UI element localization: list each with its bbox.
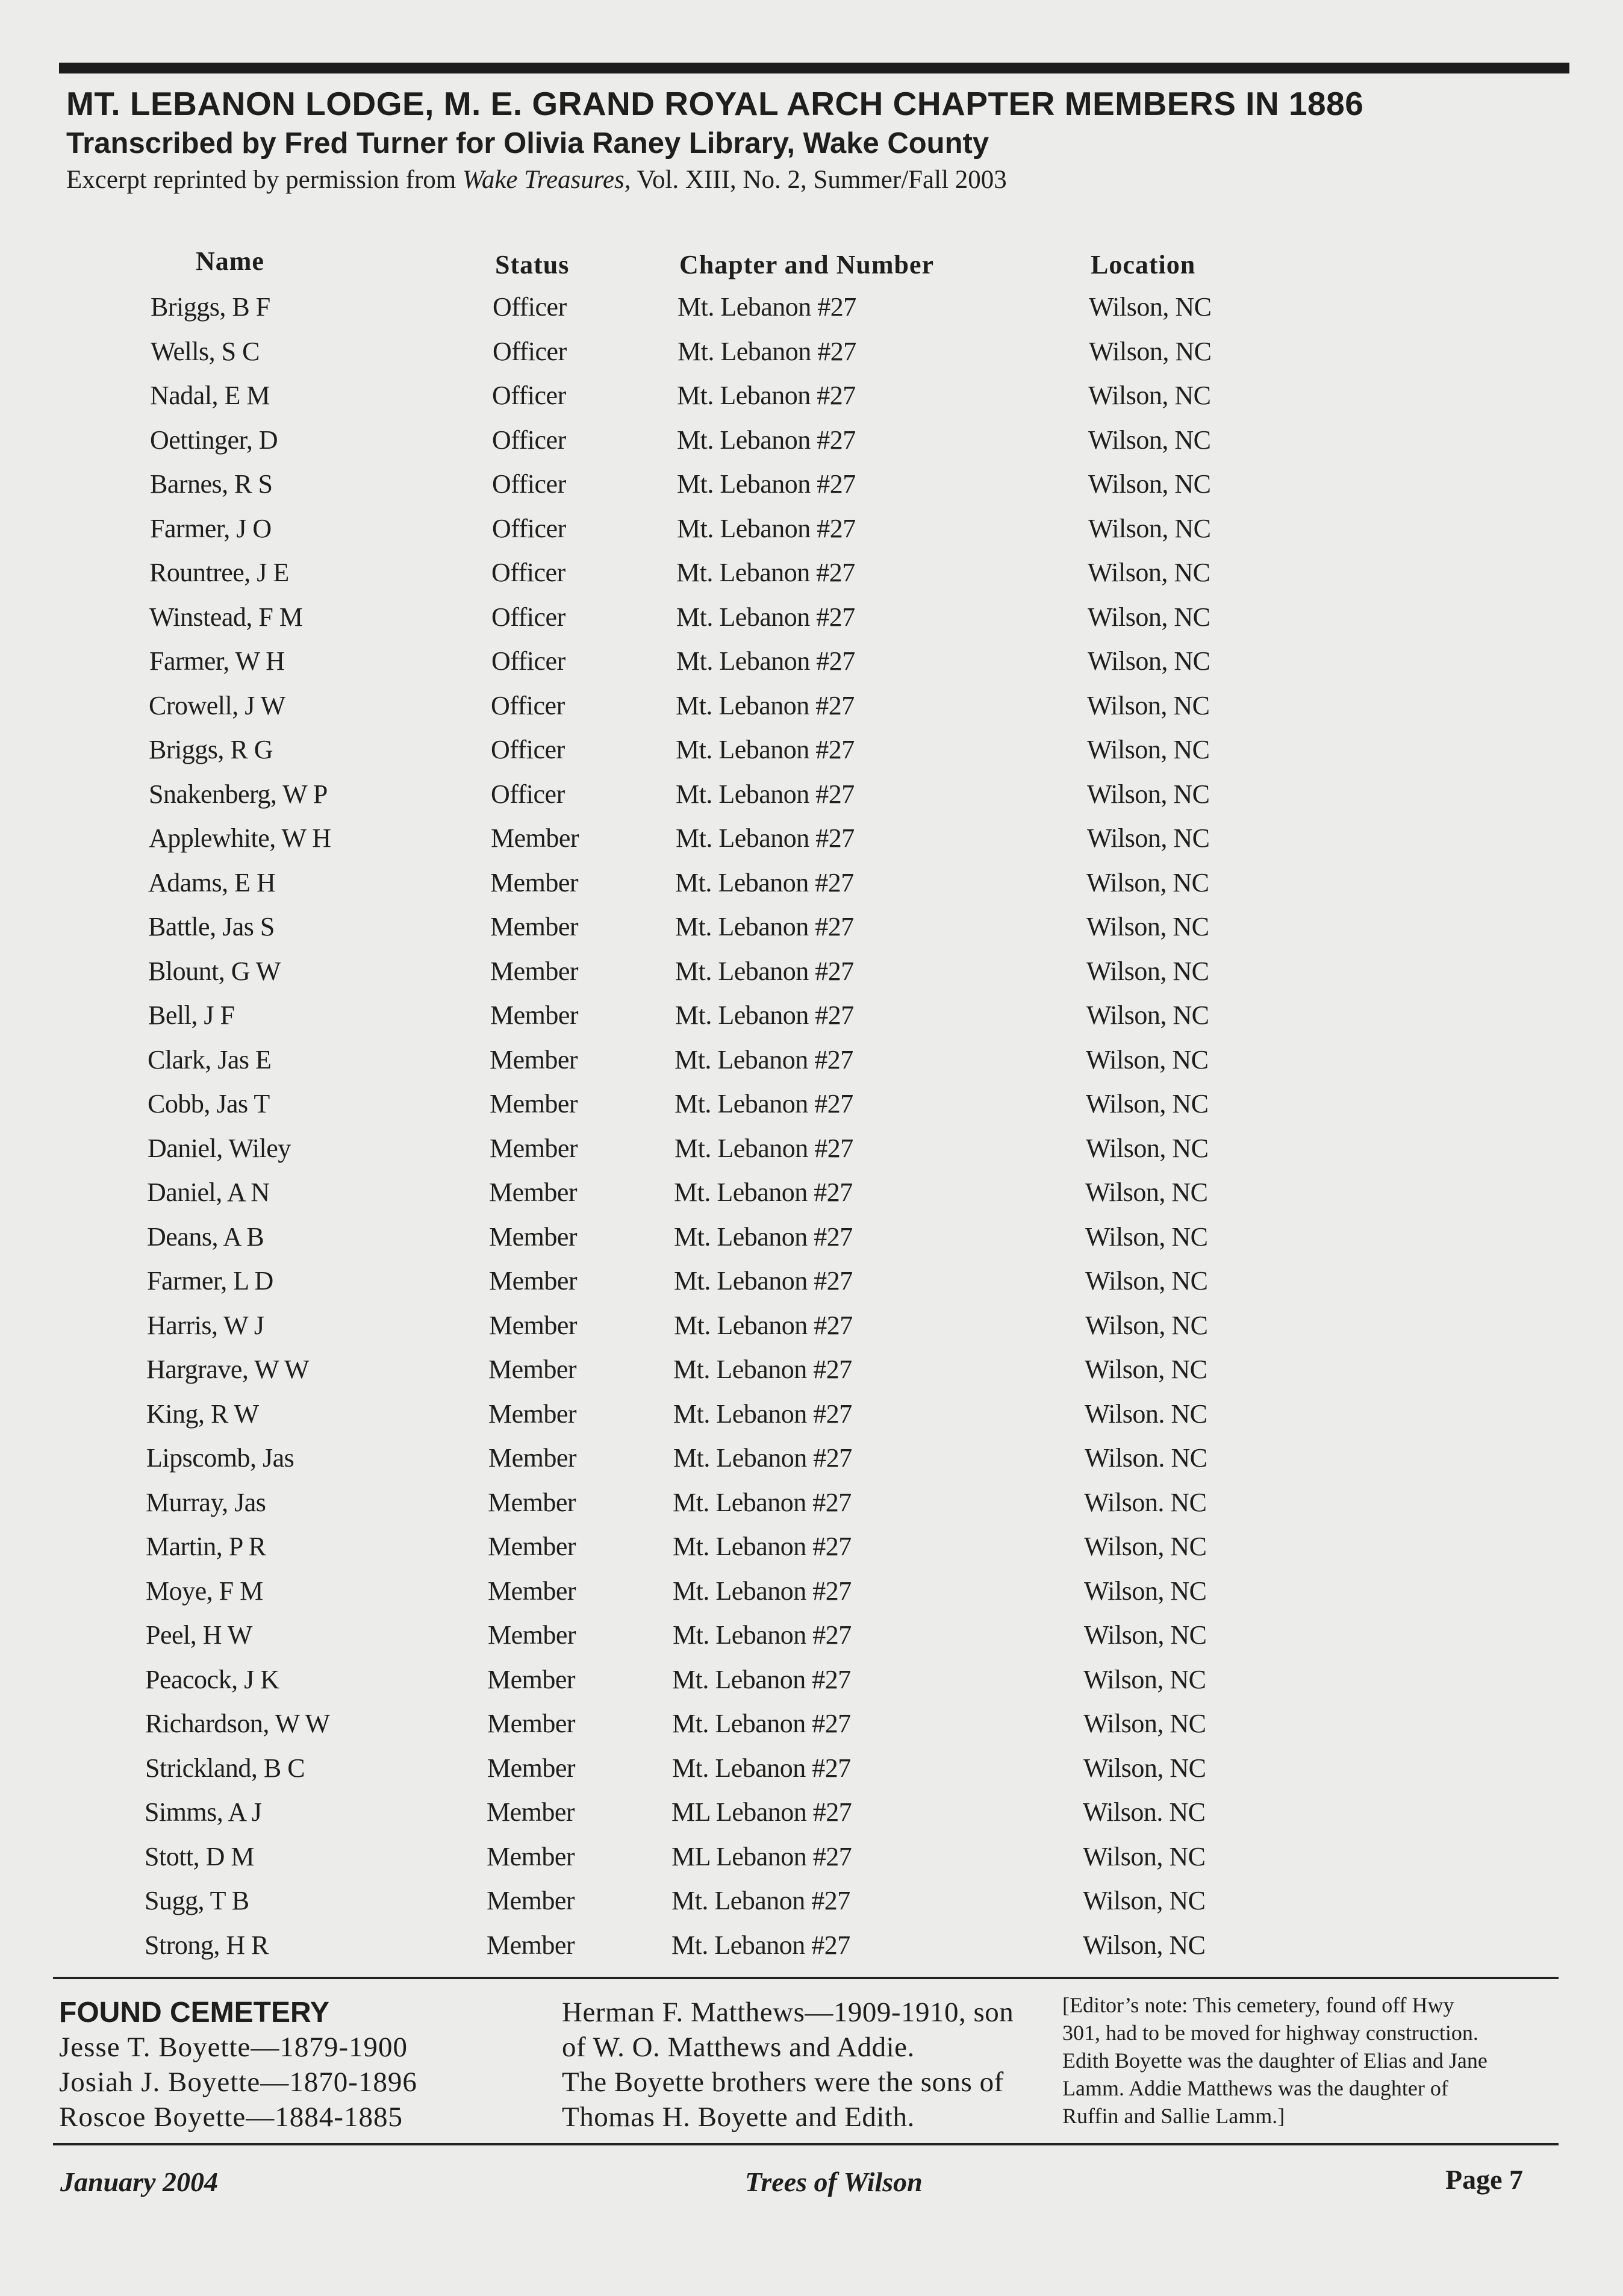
table-row [0, 557, 1623, 599]
member-status: Member [487, 1753, 576, 1783]
member-name: Simms, A J [145, 1797, 262, 1827]
member-chapter: Mt. Lebanon #27 [677, 425, 856, 455]
member-chapter: Mt. Lebanon #27 [677, 514, 856, 543]
table-row [0, 1620, 1623, 1662]
member-location: Wilson, NC [1084, 1532, 1207, 1561]
member-status: Member [490, 1000, 579, 1030]
member-status: Member [490, 912, 579, 941]
table-row [0, 1177, 1623, 1219]
member-chapter: Mt. Lebanon #27 [676, 779, 855, 809]
member-location: Wilson, NC [1089, 337, 1212, 366]
table-row [0, 513, 1623, 555]
member-location: Wilson, NC [1083, 1665, 1206, 1694]
member-name: Richardson, W W [145, 1709, 330, 1738]
table-row [0, 1310, 1623, 1352]
member-chapter: Mt. Lebanon #27 [674, 1134, 853, 1163]
member-chapter: ML Lebanon #27 [671, 1842, 852, 1871]
member-name: Farmer, W H [149, 646, 285, 676]
table-row [0, 1531, 1623, 1573]
member-name: Strickland, B C [145, 1753, 305, 1783]
member-name: Murray, Jas [146, 1488, 266, 1517]
member-chapter: Mt. Lebanon #27 [676, 735, 855, 764]
member-name: Crowell, J W [149, 691, 285, 720]
member-status: Member [488, 1355, 577, 1384]
member-name: Farmer, J O [150, 514, 272, 543]
member-status: Member [490, 1134, 578, 1163]
member-location: Wilson, NC [1083, 1930, 1206, 1960]
burial-note-line: of W. O. Matthews and Addie. [562, 2032, 915, 2063]
member-location: Wilson, NC [1088, 602, 1210, 632]
member-chapter: Mt. Lebanon #27 [673, 1620, 852, 1650]
member-chapter: Mt. Lebanon #27 [672, 1753, 851, 1783]
member-name: Stott, D M [145, 1842, 255, 1871]
member-status: Officer [493, 292, 567, 322]
table-row [0, 1265, 1623, 1308]
member-location: Wilson, NC [1086, 956, 1209, 986]
member-status: Member [487, 1665, 576, 1694]
member-status: Officer [491, 646, 565, 676]
editor-note-line: Edith Boyette was the daughter of Elias and Jane [1062, 2048, 1487, 2073]
member-name: Winstead, F M [149, 602, 303, 632]
member-location: Wilson, NC [1088, 425, 1211, 455]
excerpt-suffix: Vol. XIII, No. 2, Summer/Fall 2003 [637, 166, 1007, 194]
footer-date: January 2004 [60, 2167, 218, 2197]
member-status: Officer [492, 469, 566, 499]
table-row [0, 1000, 1623, 1042]
member-status: Member [487, 1797, 575, 1827]
member-location: Wilson, NC [1086, 1089, 1209, 1118]
burial-line: Roscoe Boyette—1884-1885 [59, 2101, 403, 2133]
member-chapter: Mt. Lebanon #27 [675, 956, 854, 986]
table-row [0, 1354, 1623, 1396]
member-name: Briggs, B F [151, 292, 270, 322]
table-row [0, 1885, 1623, 1927]
burial-note-line: Herman F. Matthews—1909-1910, son [562, 1997, 1014, 2028]
excerpt-credit [66, 165, 1007, 195]
member-location: Wilson, NC [1086, 1134, 1209, 1163]
column-header-name: Name [196, 246, 264, 276]
member-status: Officer [491, 735, 565, 764]
table-row [0, 1044, 1623, 1087]
member-location: Wilson, NC [1085, 1266, 1208, 1296]
member-name: Clark, Jas E [148, 1045, 272, 1075]
table-row [0, 779, 1623, 821]
excerpt-source: Wake Treasures, [462, 166, 631, 194]
member-name: Sugg, T B [145, 1886, 249, 1915]
member-status: Member [487, 1886, 575, 1915]
member-chapter: Mt. Lebanon #27 [673, 1532, 852, 1561]
member-location: Wilson, NC [1083, 1886, 1206, 1915]
member-name: Daniel, Wiley [148, 1134, 291, 1163]
member-location: Wilson, NC [1086, 912, 1209, 941]
table-row [0, 1088, 1623, 1131]
table-row [0, 956, 1623, 998]
member-chapter: Mt. Lebanon #27 [677, 381, 856, 410]
table-row [0, 292, 1623, 334]
member-chapter: Mt. Lebanon #27 [674, 1311, 853, 1340]
excerpt-prefix: Excerpt reprinted by permission from [66, 166, 456, 194]
member-location: Wilson, NC [1088, 381, 1211, 410]
member-status: Member [489, 1222, 578, 1252]
member-status: Member [487, 1709, 576, 1738]
table-row [0, 1753, 1623, 1795]
table-row [0, 1487, 1623, 1529]
member-location: Wilson, NC [1086, 1000, 1209, 1030]
member-status: Member [491, 823, 579, 853]
table-row [0, 1930, 1623, 1972]
member-chapter: Mt. Lebanon #27 [671, 1886, 850, 1915]
member-status: Member [490, 956, 579, 986]
column-header-location: Location [1091, 250, 1196, 279]
table-row [0, 734, 1623, 776]
member-status: Officer [492, 381, 566, 410]
member-name: Wells, S C [151, 337, 260, 366]
member-chapter: Mt. Lebanon #27 [675, 1000, 854, 1030]
member-name: Farmer, L D [147, 1266, 273, 1296]
member-chapter: Mt. Lebanon #27 [676, 602, 855, 632]
member-status: Member [488, 1488, 576, 1517]
member-location: Wilson, NC [1088, 558, 1210, 587]
member-name: Oettinger, D [150, 425, 278, 455]
table-row [0, 1841, 1623, 1883]
member-chapter: Mt. Lebanon #27 [675, 868, 854, 897]
table-row [0, 380, 1623, 422]
member-status: Member [487, 1930, 575, 1960]
table-row [0, 1221, 1623, 1264]
member-status: Officer [491, 602, 565, 632]
member-status: Officer [492, 514, 566, 543]
member-name: Cobb, Jas T [148, 1089, 270, 1118]
member-status: Member [489, 1178, 578, 1207]
member-chapter: Mt. Lebanon #27 [674, 1178, 853, 1207]
editor-note-line: 301, had to be moved for highway construction. [1062, 2021, 1478, 2045]
member-status: Member [488, 1443, 577, 1473]
burial-line: Josiah J. Boyette—1870-1896 [59, 2067, 417, 2098]
member-chapter: Mt. Lebanon #27 [674, 1266, 853, 1296]
member-location: Wilson. NC [1083, 1797, 1206, 1827]
member-chapter: Mt. Lebanon #27 [673, 1443, 852, 1473]
member-location: Wilson, NC [1086, 868, 1209, 897]
footer-page-number: Page 7 [1445, 2164, 1524, 2195]
member-name: Moye, F M [146, 1576, 263, 1606]
member-name: Deans, A B [147, 1222, 264, 1252]
table-row [0, 690, 1623, 732]
member-chapter: Mt. Lebanon #27 [678, 292, 856, 322]
member-location: Wilson. NC [1085, 1399, 1207, 1429]
table-row [0, 911, 1623, 953]
member-status: Officer [491, 779, 565, 809]
member-status: Member [488, 1620, 576, 1650]
member-name: Adams, E H [148, 868, 276, 897]
burial-note-line: The Boyette brothers were the sons of [562, 2067, 1004, 2098]
member-name: Nadal, E M [150, 381, 270, 410]
member-chapter: Mt. Lebanon #27 [676, 691, 855, 720]
member-location: Wilson, NC [1085, 1222, 1208, 1252]
member-name: Lipscomb, Jas [146, 1443, 294, 1473]
member-location: Wilson, NC [1085, 1311, 1208, 1340]
member-name: Rountree, J E [149, 558, 289, 587]
member-status: Member [488, 1399, 577, 1429]
member-chapter: Mt. Lebanon #27 [676, 646, 855, 676]
member-chapter: Mt. Lebanon #27 [673, 1355, 852, 1384]
member-location: Wilson, NC [1088, 469, 1211, 499]
table-row [0, 602, 1623, 644]
member-status: Member [489, 1311, 578, 1340]
member-name: Barnes, R S [150, 469, 273, 499]
member-location: Wilson, NC [1089, 292, 1212, 322]
member-location: Wilson, NC [1087, 735, 1210, 764]
member-chapter: ML Lebanon #27 [671, 1797, 852, 1827]
member-location: Wilson, NC [1083, 1842, 1206, 1871]
member-chapter: Mt. Lebanon #27 [676, 823, 855, 853]
table-row [0, 1399, 1623, 1441]
member-name: Peacock, J K [145, 1665, 279, 1694]
member-location: Wilson, NC [1085, 1355, 1207, 1384]
member-location: Wilson. NC [1085, 1443, 1207, 1473]
member-chapter: Mt. Lebanon #27 [676, 558, 855, 587]
member-chapter: Mt. Lebanon #27 [675, 912, 854, 941]
footer-publication: Trees of Wilson [745, 2167, 923, 2197]
table-row [0, 1133, 1623, 1175]
member-name: Hargrave, W W [146, 1355, 310, 1384]
member-chapter: Mt. Lebanon #27 [672, 1665, 851, 1694]
member-location: Wilson, NC [1087, 779, 1210, 809]
member-name: Snakenberg, W P [149, 779, 328, 809]
table-row [0, 646, 1623, 688]
column-header-status: Status [495, 250, 570, 279]
member-status: Officer [493, 337, 567, 366]
member-name: Daniel, A N [147, 1178, 270, 1207]
member-name: Battle, Jas S [148, 912, 275, 941]
member-chapter: Mt. Lebanon #27 [673, 1488, 852, 1517]
editor-note-line: Ruffin and Sallie Lamm.] [1062, 2104, 1285, 2128]
found-cemetery-title: FOUND CEMETERY [59, 1997, 329, 2029]
burial-line: Jesse T. Boyette—1879-1900 [59, 2032, 408, 2063]
member-status: Member [487, 1842, 575, 1871]
member-location: Wilson, NC [1083, 1753, 1206, 1783]
editor-note-line: Lamm. Addie Matthews was the daughter of [1062, 2076, 1448, 2100]
member-location: Wilson, NC [1084, 1620, 1207, 1650]
divider-top [53, 1977, 1559, 1979]
table-row [0, 1443, 1623, 1485]
member-name: King, R W [146, 1399, 259, 1429]
member-name: Peel, H W [146, 1620, 252, 1650]
table-row [0, 1708, 1623, 1750]
column-header-chapter: Chapter and Number [679, 250, 935, 279]
burial-note-line: Thomas H. Boyette and Edith. [562, 2101, 915, 2133]
member-status: Member [489, 1266, 578, 1296]
member-status: Officer [491, 691, 565, 720]
member-status: Member [488, 1532, 576, 1561]
member-location: Wilson, NC [1086, 1045, 1209, 1075]
member-name: Martin, P R [146, 1532, 266, 1561]
table-row [0, 1664, 1623, 1706]
member-location: Wilson, NC [1088, 514, 1211, 543]
member-status: Officer [492, 425, 566, 455]
member-chapter: Mt. Lebanon #27 [678, 337, 856, 366]
table-row [0, 469, 1623, 511]
member-location: Wilson, NC [1088, 646, 1210, 676]
page-subtitle: Transcribed by Fred Turner for Olivia Raney Library, Wake County [66, 127, 989, 160]
member-location: Wilson, NC [1087, 823, 1210, 853]
member-chapter: Mt. Lebanon #27 [674, 1089, 853, 1118]
member-chapter: Mt. Lebanon #27 [674, 1045, 853, 1075]
member-name: Briggs, R G [149, 735, 273, 764]
member-chapter: Mt. Lebanon #27 [677, 469, 856, 499]
member-chapter: Mt. Lebanon #27 [672, 1709, 851, 1738]
divider-bottom [53, 2143, 1559, 2145]
page-title: MT. LEBANON LODGE, M. E. GRAND ROYAL ARCH CHAPTER MEMBERS IN 1886 [66, 85, 1364, 122]
member-chapter: Mt. Lebanon #27 [671, 1930, 850, 1960]
table-row [0, 867, 1623, 909]
member-name: Strong, H R [145, 1930, 269, 1960]
member-location: Wilson. NC [1084, 1488, 1207, 1517]
member-status: Member [488, 1576, 576, 1606]
table-row [0, 1576, 1623, 1618]
member-chapter: Mt. Lebanon #27 [673, 1399, 852, 1429]
member-name: Bell, J F [148, 1000, 235, 1030]
table-row [0, 425, 1623, 467]
member-location: Wilson, NC [1083, 1709, 1206, 1738]
member-status: Member [490, 1045, 578, 1075]
member-chapter: Mt. Lebanon #27 [674, 1222, 853, 1252]
table-row [0, 336, 1623, 378]
member-chapter: Mt. Lebanon #27 [673, 1576, 852, 1606]
member-location: Wilson, NC [1085, 1178, 1208, 1207]
table-row [0, 823, 1623, 865]
editor-note-line: [Editor’s note: This cemetery, found off Hwy [1062, 1993, 1454, 2017]
top-rule [59, 63, 1569, 73]
member-status: Member [490, 868, 579, 897]
member-status: Officer [491, 558, 565, 587]
member-name: Applewhite, W H [149, 823, 331, 853]
member-status: Member [490, 1089, 578, 1118]
table-row [0, 1797, 1623, 1839]
member-location: Wilson, NC [1084, 1576, 1207, 1606]
member-name: Harris, W J [147, 1311, 264, 1340]
member-location: Wilson, NC [1087, 691, 1210, 720]
member-name: Blount, G W [148, 956, 281, 986]
